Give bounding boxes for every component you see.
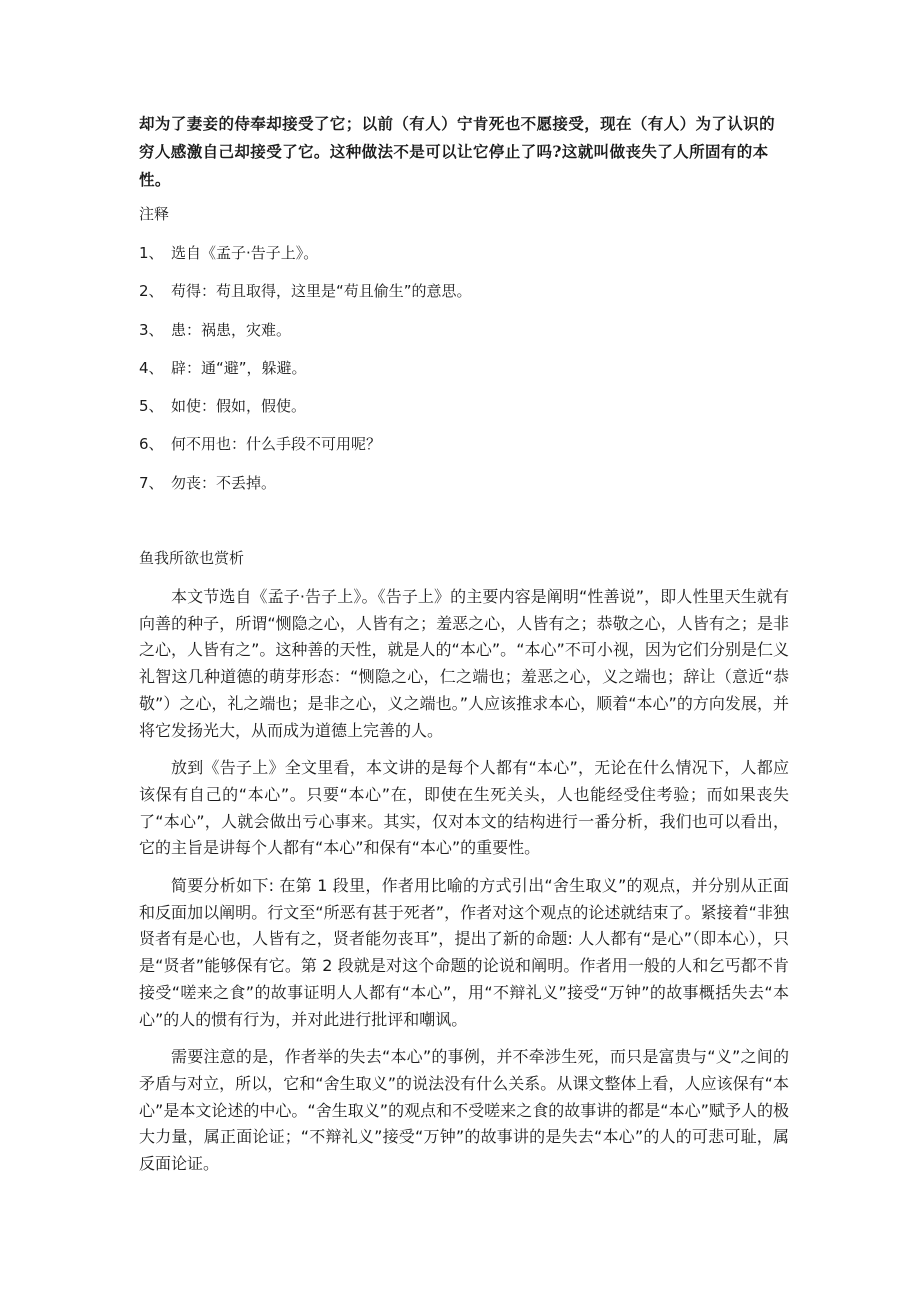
note-item: [139, 279, 779, 317]
analysis-paragraph: 简要分析如下: 在第 1 段里，作者用比喻的方式引出“舍生取义”的观点，并分别从正面和反面加以阐明。行文至“所恶有甚于死者”，作者对这个观点的论述就结束了。紧接着“非独贤者有是心也，人皆有之，贤者能勿丧耳”，提出了新的命题: 人人都有“是心”（即本心），只是“贤者”能够保有它。第 2 段就是对这个命题的论说和阐明。作者用一般的人和乞丐都不肯接受“嗟来之食”的故事证明人人都有“本心”，用“不辩礼义”接受“万钟”的故事概括失去“本心”的人的惯有行为，并对此进行批评和嘲讽。: [139, 876, 789, 1029]
analysis-paragraph: 需要注意的是，作者举的失去“本心”的事例，并不牵涉生死，而只是富贵与“义”之间的矛盾与对立，所以，它和“舍生取义”的说法没有什么关系。从课文整体上看，人应该保有“本心”是本文论述的中心。“舍生取义”的观点和不受嗟来之食的故事讲的都是“本心”赋予人的极大力量，属正面论证；“不辩礼义”接受“万钟”的故事讲的是失去“本心”的人的可悲可耻，属反面论证。: [139, 1047, 789, 1174]
note-number: 5、: [139, 397, 164, 416]
analysis-paragraph: 放到《告子上》全文里看，本文讲的是每个人都有“本心”，无论在什么情况下，人都应该保有自己的“本心”。只要“本心”在，即使在生死关头，人也能经受住考验；而如果丧失了“本心”，人就会做出亏心事来。其实，仅对本文的结构进行一番分析，我们也可以看出，它的主旨是讲每个人都有“本心”和保有“本心”的重要性。: [139, 758, 789, 858]
note-item: [139, 318, 779, 356]
note-number: 7、: [139, 473, 164, 492]
note-text: 苟得：苟且取得，这里是“苟且偷生”的意思。: [171, 282, 472, 301]
note-text: 辟：通“避”，躲避。: [171, 358, 307, 377]
analysis-paragraph: 本文节选自《孟子·告子上》。《告子上》的主要内容是阐明“性善说”，即人性里天生就有向善的种子，所谓“恻隐之心，人皆有之；羞恶之心，人皆有之；恭敬之心，人皆有之；是非之心，人皆有之”。这种善的天性，就是人的“本心”。“本心”不可小视，因为它们分别是仁义礼智这几种道德的萌芽形态：“恻隐之心，仁之端也；羞恶之心，义之端也；辞让（意近“恭敬”）之心，礼之端也；是非之心，义之端也。”人应该推求本心，顺着“本心”的方向发展，并将它发扬光大，从而成为道德上完善的人。: [139, 587, 789, 740]
notes-list: [139, 241, 779, 509]
analysis-title: 鱼我所欲也赏析: [139, 549, 245, 567]
note-text: 患：祸患，灾难。: [171, 320, 292, 339]
note-number: 6、: [139, 435, 164, 454]
note-number: 2、: [139, 282, 164, 301]
note-item: [139, 356, 779, 394]
note-text: 如使：假如，假使。: [171, 397, 307, 416]
note-item: [139, 432, 779, 470]
notes-heading: 注释: [139, 205, 170, 223]
note-item: [139, 241, 779, 279]
note-text: 选自《孟子·告子上》。: [171, 244, 319, 262]
intro-translation-text: 却为了妻妾的侍奉却接受了它；以前（有人）宁肯死也不愿接受，现在（有人）为了认识的穷人感激自己却接受了它。这种做法不是可以让它停止了吗?这就叫做丧失了人所固有的本性。: [139, 114, 776, 189]
note-text: 何不用也：什么手段不可用呢？: [171, 435, 382, 454]
note-text: 勿丧：不丢掉。: [171, 473, 277, 492]
note-item: [139, 471, 779, 509]
note-item: [139, 394, 779, 432]
note-number: 1、: [139, 244, 164, 262]
analysis-body: [139, 584, 789, 1189]
note-number: 3、: [139, 320, 164, 339]
note-number: 4、: [139, 358, 164, 377]
